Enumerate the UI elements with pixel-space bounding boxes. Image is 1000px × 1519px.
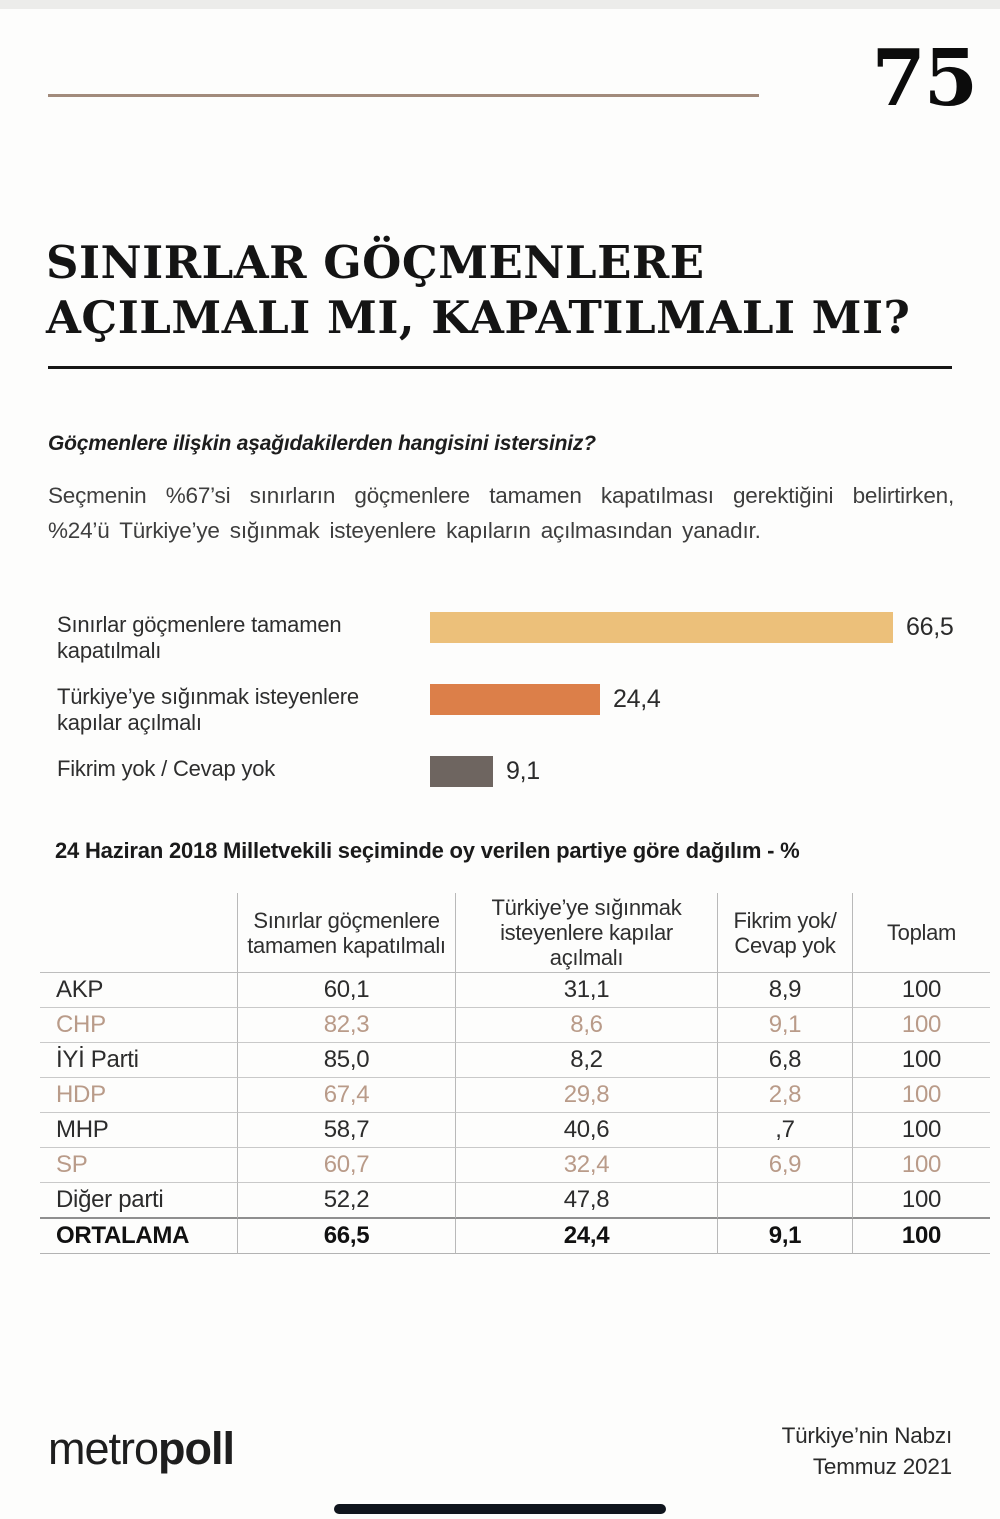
- chart-bar-value: 9,1: [506, 757, 540, 785]
- table-value-cell: 47,8: [455, 1183, 717, 1219]
- table-value-cell: 6,9: [717, 1148, 852, 1183]
- page-title-line1: SINIRLAR GÖÇMENLERE: [46, 236, 705, 289]
- table-header-cell: Türkiye’ye sığınmak isteyenlere kapılar açılmalı: [455, 893, 717, 973]
- table-party-cell: CHP: [40, 1008, 237, 1043]
- logo-light-part: metro: [48, 1423, 159, 1474]
- table-header-cell: Toplam: [852, 893, 990, 973]
- table-value-cell: 66,5: [237, 1219, 455, 1254]
- table-value-cell: 60,1: [237, 973, 455, 1008]
- table-party-cell: İYİ Parti: [40, 1043, 237, 1078]
- chart-category-label: Fikrim yok / Cevap yok: [57, 756, 276, 781]
- table-party-cell: AKP: [40, 973, 237, 1008]
- table-party-cell: MHP: [40, 1113, 237, 1148]
- table-value-cell: 24,4: [455, 1219, 717, 1254]
- table-value-cell: 100: [852, 1148, 990, 1183]
- table-value-cell: 100: [852, 1078, 990, 1113]
- report-name-date: [782, 1420, 952, 1482]
- table-value-cell: 8,9: [717, 973, 852, 1008]
- page-title: [46, 236, 966, 346]
- table-value-cell: 100: [852, 973, 990, 1008]
- table-party-cell: ORTALAMA: [40, 1219, 237, 1254]
- table-value-cell: 9,1: [717, 1008, 852, 1043]
- table-value-cell: 58,7: [237, 1113, 455, 1148]
- table-value-cell: 9,1: [717, 1219, 852, 1254]
- table-header-cell: Fikrim yok/ Cevap yok: [717, 893, 852, 973]
- table-value-cell: 8,2: [455, 1043, 717, 1078]
- table-value-cell: 85,0: [237, 1043, 455, 1078]
- table-value-cell: 52,2: [237, 1183, 455, 1219]
- table-value-cell: ,7: [717, 1113, 852, 1148]
- page-title-line2: AÇILMALI MI, KAPATILMALI MI?: [46, 290, 911, 344]
- metropoll-logo: [48, 1423, 235, 1474]
- chart-row: [57, 612, 967, 664]
- table-party-cell: Diğer parti: [40, 1183, 237, 1219]
- table-value-cell: 29,8: [455, 1078, 717, 1113]
- report-date: Temmuz 2021: [812, 1454, 952, 1479]
- chart-bar-value: 24,4: [613, 685, 661, 713]
- chart-row: [57, 684, 967, 736]
- table-value-cell: 8,6: [455, 1008, 717, 1043]
- page-edge-shadow: [0, 0, 1000, 9]
- table-value-cell: 100: [852, 1113, 990, 1148]
- table-title: 24 Haziran 2018 Milletvekili seçiminde oy verilen partiye göre dağılım - %: [55, 838, 800, 863]
- table-value-cell: 100: [852, 1219, 990, 1254]
- table-value-cell: 40,6: [455, 1113, 717, 1148]
- chart-category-label: Türkiye’ye sığınmak isteyenlere kapılar açılmalı: [57, 684, 359, 735]
- table-value-cell: 60,7: [237, 1148, 455, 1183]
- top-divider-line: [48, 94, 759, 97]
- table-value-cell: 100: [852, 1183, 990, 1219]
- table-value-cell: 100: [852, 1043, 990, 1078]
- title-underline: [48, 366, 952, 369]
- table-value-cell: 32,4: [455, 1148, 717, 1183]
- chart-bar-value: 66,5: [906, 613, 954, 641]
- summary-paragraph: Seçmenin %67’si sınırların göçmenlere tamamen kapatılması gerektiğini belirtirken, %24’ü Türkiye’ye sığınmak isteyenlere kapıların açılmasından yanadır.: [48, 483, 954, 544]
- table-value-cell: 2,8: [717, 1078, 852, 1113]
- chart-category-label: Sınırlar göçmenlere tamamen kapatılmalı: [57, 612, 342, 663]
- report-name: Türkiye’nin Nabzı: [781, 1423, 952, 1448]
- chart-row: [57, 756, 967, 787]
- survey-question: Göçmenlere ilişkin aşağıdakilerden hangisini istersiniz?: [48, 432, 596, 455]
- table-header-cell: Sınırlar göçmenlere tamamen kapatılmalı: [237, 893, 455, 973]
- table-value-cell: 82,3: [237, 1008, 455, 1043]
- chart-bar: [430, 756, 493, 787]
- table-value-cell: [717, 1183, 852, 1219]
- page-number: 75: [871, 33, 976, 124]
- logo-bold-part: poll: [158, 1423, 235, 1474]
- table-value-cell: 6,8: [717, 1043, 852, 1078]
- chart-bar: [430, 684, 600, 715]
- table-header-cell: [40, 893, 237, 973]
- bar-chart: [57, 612, 967, 787]
- table-value-cell: 67,4: [237, 1078, 455, 1113]
- table-value-cell: 100: [852, 1008, 990, 1043]
- party-breakdown-table: [40, 893, 990, 1254]
- table-value-cell: 31,1: [455, 973, 717, 1008]
- table-party-cell: SP: [40, 1148, 237, 1183]
- home-indicator-bar: [334, 1504, 666, 1514]
- chart-bar: [430, 612, 893, 643]
- table-party-cell: HDP: [40, 1078, 237, 1113]
- page-footer: [48, 1420, 952, 1482]
